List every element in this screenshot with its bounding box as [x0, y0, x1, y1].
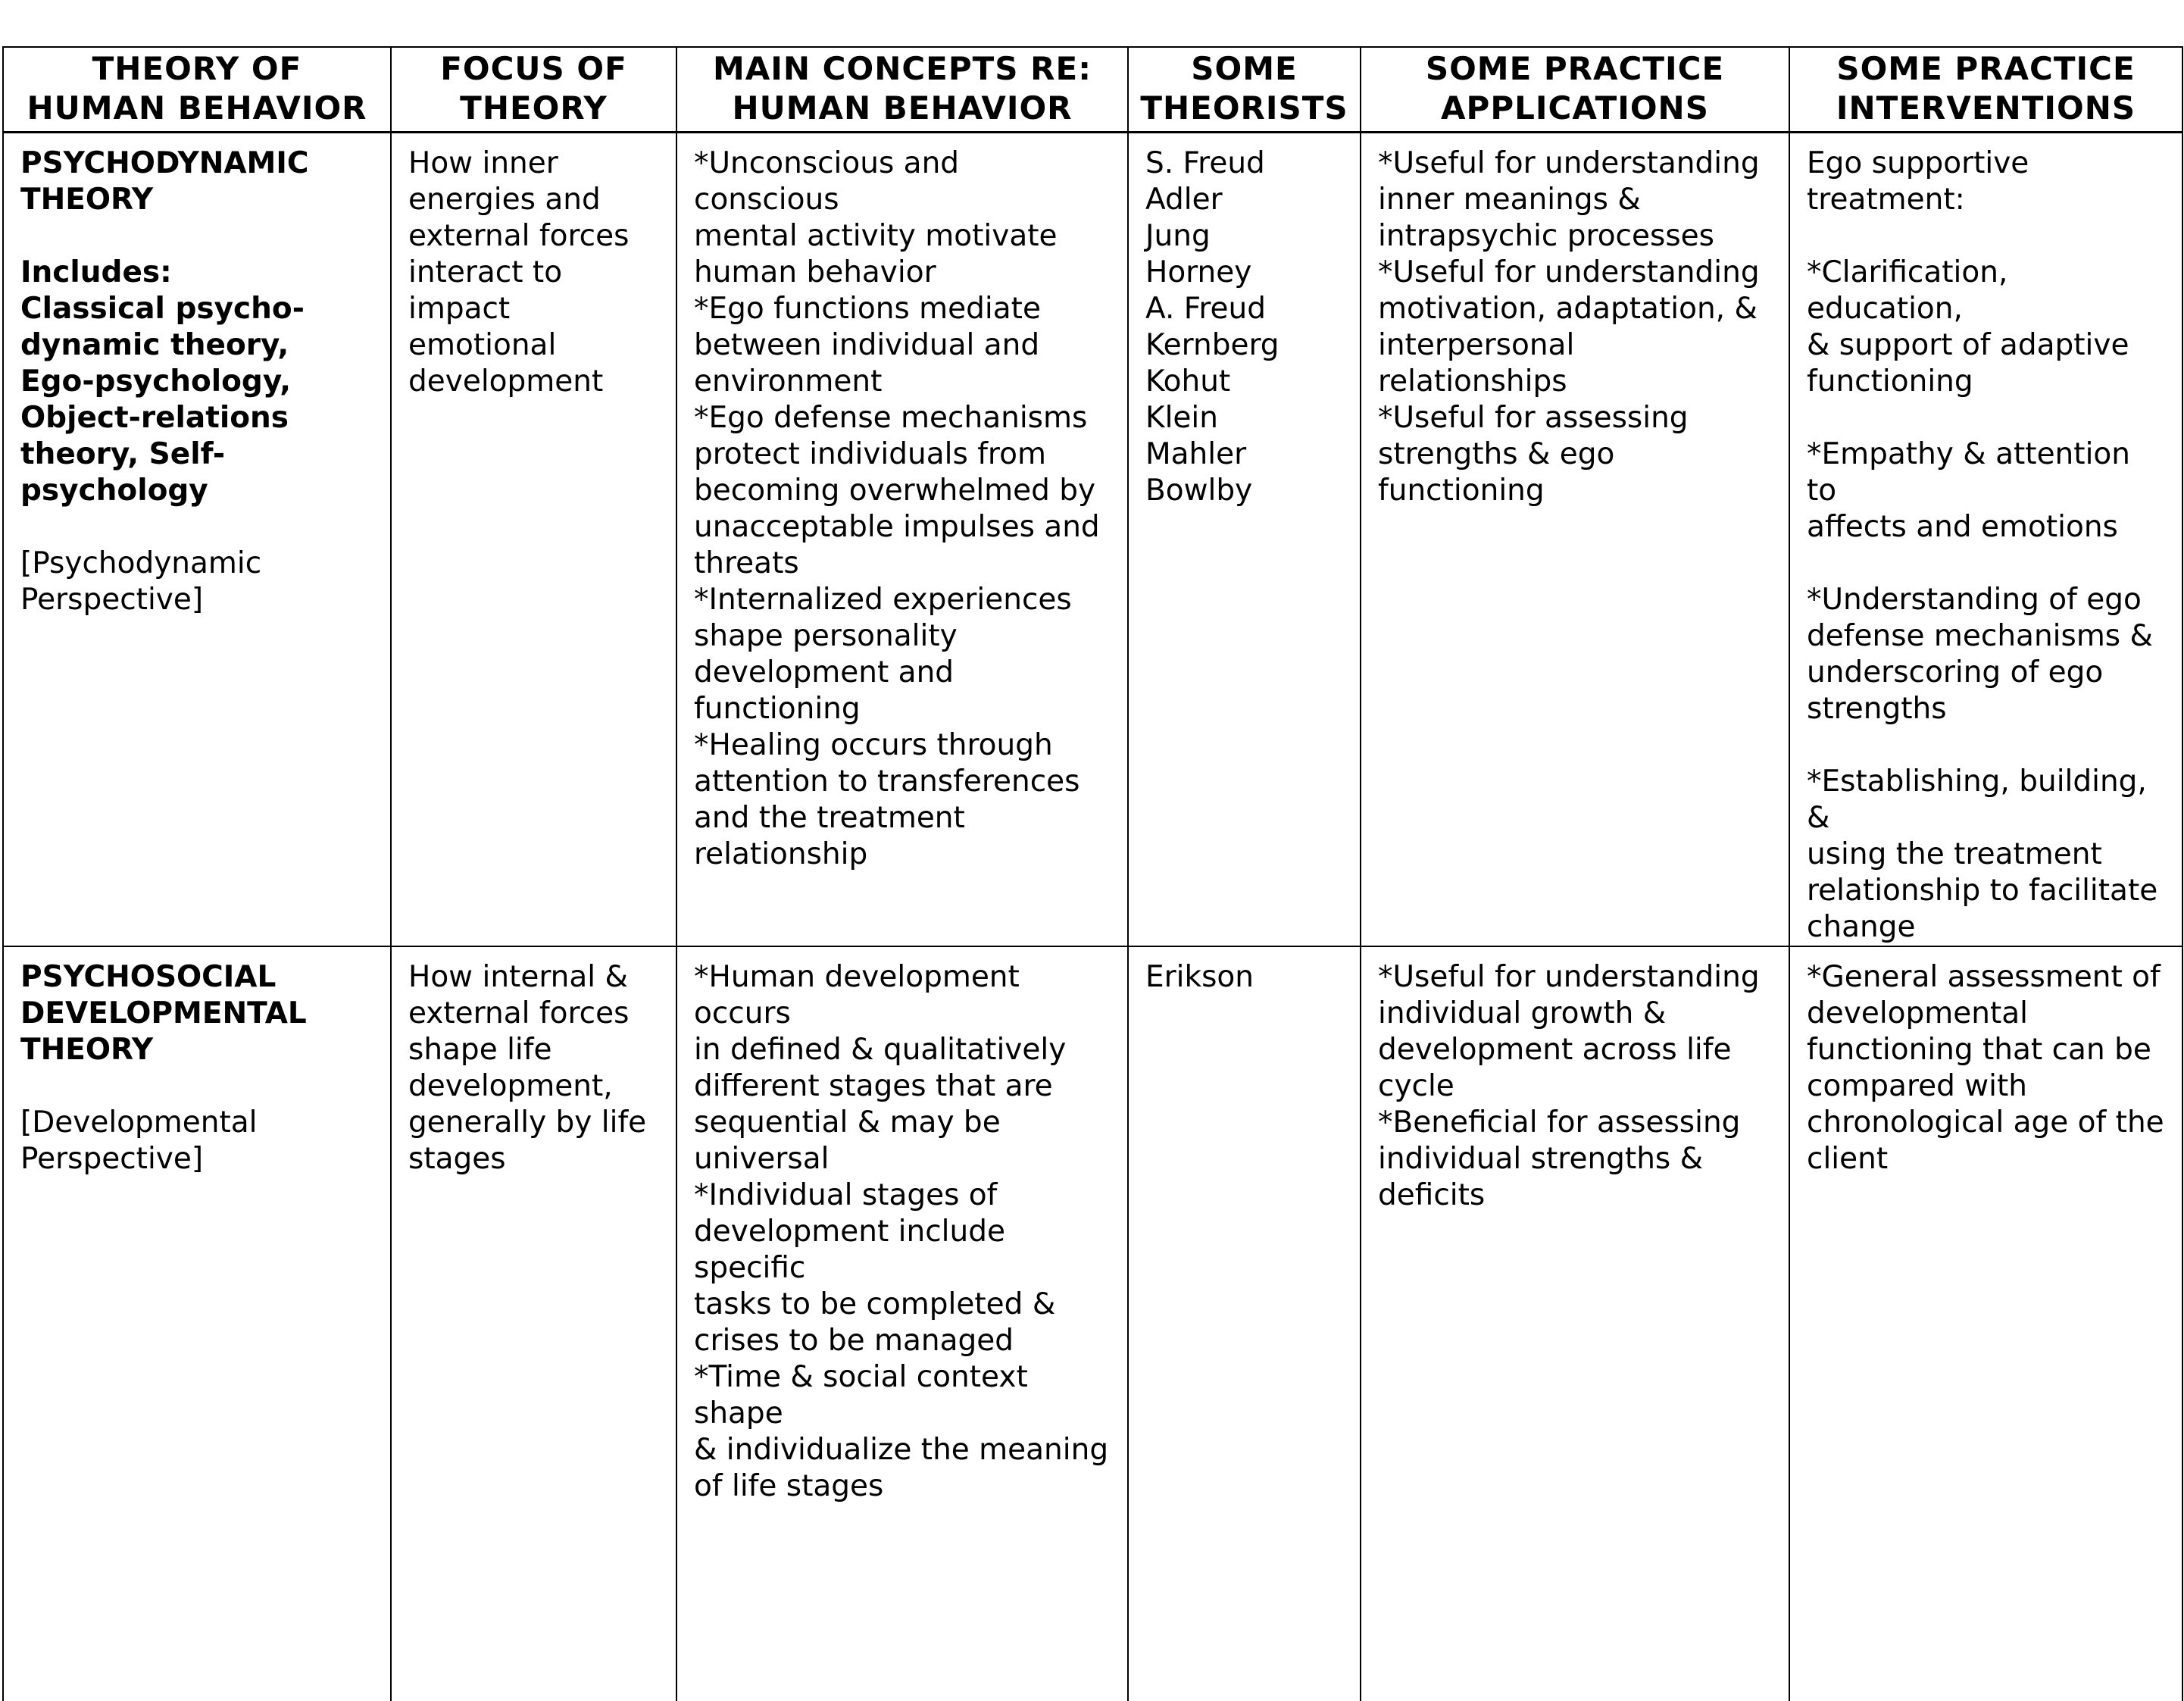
concepts-cell: *Unconscious and conscious mental activity motivate human behavior *Ego functions mediate between individual and environment *Ego defense mechanisms protect individuals from becoming overwhelmed by unacceptable impulses and threats *Internalized experiences shape personality development and functioning *Healing occurs through attention to transferences and the treatment relationship: [676, 132, 1128, 946]
table-row: [3, 132, 2182, 946]
focus-cell: How inner energies and external forces interact to impact emotional development: [391, 132, 676, 946]
theory-comparison-table: [2, 46, 2183, 1701]
theory-cell: [3, 946, 391, 1701]
header-theory: THEORY OF HUMAN BEHAVIOR: [3, 47, 391, 132]
applications-cell: *Useful for understanding inner meanings & intrapsychic processes *Useful for understanding motivation, adaptation, & interpersonal relationships *Useful for assessing strengths & ego functioning: [1361, 132, 1789, 946]
table-row: [3, 946, 2182, 1701]
theory-includes: Includes: Classical psycho- dynamic theory, Ego-psychology, Object-relations theory, Self- psychology: [20, 255, 305, 508]
theory-perspective: [Psychodynamic Perspective]: [20, 546, 262, 617]
theorists-cell: S. Freud Adler Jung Horney A. Freud Kernberg Kohut Klein Mahler Bowlby: [1128, 132, 1361, 946]
header-focus: FOCUS OF THEORY: [391, 47, 676, 132]
header-row: [3, 47, 2182, 132]
theory-name: PSYCHODYNAMIC THEORY: [20, 145, 309, 217]
header-applications: SOME PRACTICE APPLICATIONS: [1361, 47, 1789, 132]
interventions-cell: [1789, 132, 2182, 946]
concepts-cell: *Human development occurs in defined & qualitatively different stages that are sequential & may be universal *Individual stages of development include specific tasks to be completed & crises to be managed *Time & social context shape & individualize the meaning of life stages: [676, 946, 1128, 1701]
document-page: [2, 46, 2182, 1617]
intervention-item: *Understanding of ego defense mechanisms & underscoring of ego strengths: [1807, 582, 2153, 726]
intervention-item: *Empathy & attention to affects and emotions: [1807, 436, 2130, 544]
interventions-cell: [1789, 946, 2182, 1701]
theory-cell: [3, 132, 391, 946]
theory-perspective: [Developmental Perspective]: [20, 1105, 258, 1176]
header-interventions: SOME PRACTICE INTERVENTIONS: [1789, 47, 2182, 132]
intervention-item: *General assessment of developmental functioning that can be compared with chronological age of the client: [1807, 959, 2164, 1176]
theorists-cell: Erikson: [1128, 946, 1361, 1701]
focus-cell: How internal & external forces shape life development, generally by life stages: [391, 946, 676, 1701]
header-theorists: SOME THEORISTS: [1128, 47, 1361, 132]
intervention-item: *Establishing, building, & using the treatment relationship to facilitate change: [1807, 764, 2158, 944]
intervention-item: Ego supportive treatment:: [1807, 145, 2029, 217]
applications-cell: *Useful for understanding individual growth & development across life cycle *Beneficial for assessing individual strengths & deficits: [1361, 946, 1789, 1701]
intervention-item: *Clarification, education, & support of adaptive functioning: [1807, 255, 2129, 399]
header-main-concepts: MAIN CONCEPTS RE: HUMAN BEHAVIOR: [676, 47, 1128, 132]
theory-name: PSYCHOSOCIAL DEVELOPMENTAL THEORY: [20, 959, 307, 1067]
